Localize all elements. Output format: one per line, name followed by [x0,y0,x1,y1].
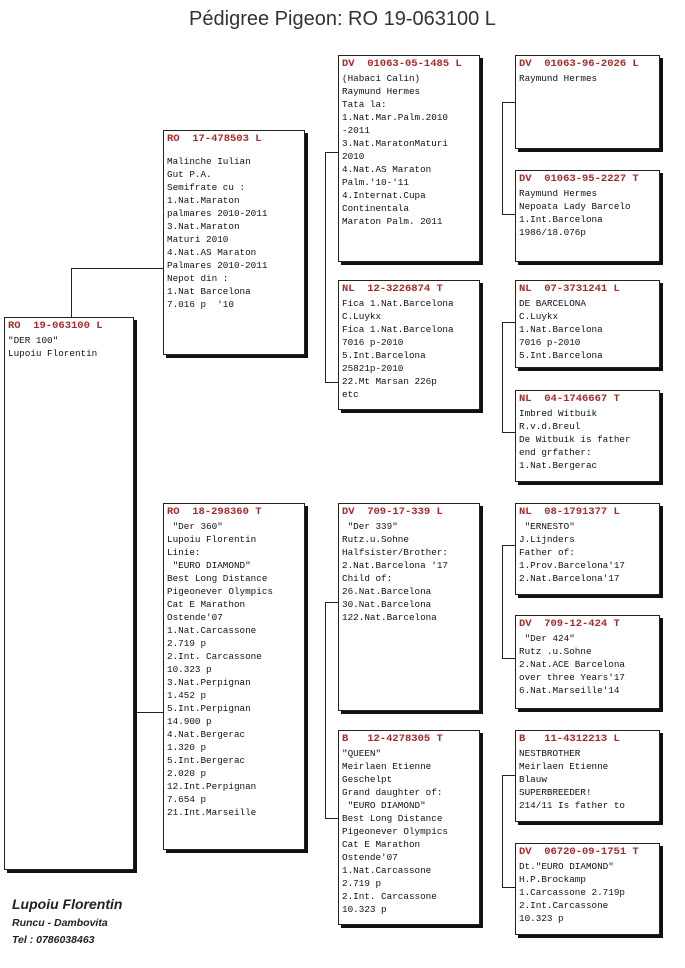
card-line: Maraton Palm. 2011 [342,216,443,227]
ring-number: NL 04-1746667 T [519,393,620,405]
card-line: 10.323 p [342,904,387,915]
card-line: Palm.'10-'11 [342,177,409,188]
card-line: "EURO DIAMOND" [342,800,426,811]
card-line: Maturi 2010 [167,234,229,245]
ring-number: DV 709-17-339 L [342,506,443,518]
card-line: 1.Nat.Carcassone [167,625,257,636]
great-grandparent-card [515,55,660,149]
ring-number: DV 01063-96-2026 L [519,58,639,70]
card-line: Father of: [519,547,575,558]
card-line: 1.Nat.Carcassone [342,865,432,876]
card-line: 21.Int.Marseille [167,807,257,818]
card-line: 30.Nat.Barcelona [342,599,432,610]
card-line: Ostende'07 [167,612,223,623]
card-line: Fica 1.Nat.Barcelona [342,324,454,335]
card-line: 5.Int.Barcelona [342,350,426,361]
card-line: "QUEEN" [342,748,382,759]
card-line: 1.Nat.Barcelona [519,324,603,335]
card-line: palmares 2010-2011 [167,208,268,219]
card-line: 2.Int.Carcassone [519,900,609,911]
card-line: Linie: [167,547,201,558]
card-line: 7016 p-2010 [342,337,404,348]
connector-line [325,152,326,382]
sire-dam-card [338,280,480,410]
card-line: Lupoiu Florentin [167,534,257,545]
card-line: 26.Nat.Barcelona [342,586,432,597]
card-line: R.v.d.Breul [519,421,581,432]
card-line: 22.Mt Marsan 226p [342,376,437,387]
card-line: Grand daughter of: [342,787,443,798]
card-line: 4.Nat.AS Maraton [342,164,432,175]
card-line: 214/11 Is father to [519,800,626,811]
card-line: De Witbuik is father [519,434,631,445]
card-line: 5.Int.Perpignan [167,703,251,714]
card-line: 1.Nat.Bergerac [519,460,598,471]
card-line: Rutz .u.Sohne [519,646,592,657]
card-line: 2.Nat.ACE Barcelona [519,659,626,670]
card-line: Raymund Hermes [342,86,421,97]
dam-sire-card [338,503,480,711]
connector-line [502,322,503,432]
card-line: 2.020 p [167,768,207,779]
card-line: 3.Nat.Perpignan [167,677,251,688]
card-line: end grfather: [519,447,592,458]
card-line: Raymund Hermes [519,188,598,199]
card-spacer [167,147,301,155]
card-line: Gut P.A. [167,169,212,180]
card-line: 1.Nat.Maraton [167,195,240,206]
breeder-location: Runcu - Dambovita [12,917,108,929]
connector-line [502,545,503,658]
card-line: J.Lijnders [519,534,575,545]
card-line: -2011 [342,125,370,136]
card-line: Fica 1.Nat.Barcelona [342,298,454,309]
ring-number: DV 01063-95-2227 T [519,173,639,185]
card-line: 12.Int.Perpignan [167,781,257,792]
card-line: 2.Int. Carcassone [167,651,262,662]
card-line: 4.Nat.AS Maraton [167,247,257,258]
dam-dam-card [338,730,480,925]
connector-line [325,602,326,818]
great-grandparent-card [515,390,660,482]
card-line: Child of: [342,573,393,584]
card-line: 2.719 p [342,878,382,889]
card-line: C.Luykx [342,311,382,322]
card-line: 3.Nat.Maraton [167,221,240,232]
card-line: NESTBROTHER [519,748,581,759]
ring-number: DV 01063-05-1485 L [342,58,462,70]
ring-number: RO 17-478503 L [167,133,262,145]
card-line: Semifrate cu : [167,182,246,193]
card-line: Nepot din : [167,273,229,284]
card-line: 6.Nat.Marseille'14 [519,685,620,696]
card-line: Halfsister/Brother: [342,547,449,558]
sire-sire-card [338,55,480,262]
card-line: 25821p-2010 [342,363,404,374]
card-line: Dt."EURO DIAMOND" [519,861,614,872]
breeder-info [12,896,122,946]
card-line: 1.452 p [167,690,207,701]
connector-line [71,268,165,269]
card-line: Best Long Distance [342,813,443,824]
card-line: Meirlaen Etienne [342,761,432,772]
card-line: Blauw [519,774,547,785]
breeder-name: Lupoiu Florentin [12,896,123,912]
page-title: Pédigree Pigeon: RO 19-063100 L [189,8,496,30]
card-line: 1.Carcassone 2.719p [519,887,626,898]
ring-number: RO 18-298360 T [167,506,262,518]
card-line: "Der 424" [519,633,575,644]
card-line: "DER 100" [8,335,59,346]
great-grandparent-card [515,843,660,935]
card-line: Rutz.u.Sohne [342,534,409,545]
great-grandparent-card [515,503,660,595]
card-line: etc [342,389,359,400]
card-line: 10.323 p [519,913,564,924]
card-line: over three Years'17 [519,672,626,683]
great-grandparent-card [515,170,660,262]
card-line: Nepoata Lady Barcelo [519,201,631,212]
card-line: Raymund Hermes [519,73,598,84]
card-line: SUPERBREEDER! [519,787,592,798]
card-line: 4.Internat.Cupa [342,190,426,201]
card-line: Tata la: [342,99,387,110]
card-line: Imbred Witbuik [519,408,598,419]
card-line: 7.016 p '10 [167,299,234,310]
great-grandparent-card [515,280,660,368]
card-line: 1.Int.Barcelona [519,214,603,225]
card-line: Continentala [342,203,409,214]
card-line: "ERNESTO" [519,521,575,532]
card-line: 10.323 p [167,664,212,675]
great-grandparent-card [515,730,660,822]
ring-number: DV 709-12-424 T [519,618,620,630]
card-line: 1.Nat.Mar.Palm.2010 [342,112,449,123]
card-line: "Der 360" [167,521,223,532]
card-line: 1.320 p [167,742,207,753]
card-line: Pigeonever Olympics [167,586,274,597]
card-line: Malinche Iulian [167,156,251,167]
card-line: Pigeonever Olympics [342,826,449,837]
card-line: Lupoiu Florentin [8,348,98,359]
card-line: 2.Nat.Barcelona'17 [519,573,620,584]
card-line: 1986/18.076p [519,227,586,238]
card-line: Ostende'07 [342,852,398,863]
card-line: Meirlaen Etienne [519,761,609,772]
card-line: 3.Nat.MaratonMaturi [342,138,449,149]
card-line: 122.Nat.Barcelona [342,612,437,623]
breeder-phone: Tel : 0786038463 [12,934,95,946]
card-line: "Der 339" [342,521,398,532]
card-line: 7016 p-2010 [519,337,581,348]
ring-number: DV 06720-09-1751 T [519,846,639,858]
card-line: Geschelpt [342,774,393,785]
card-line: "EURO DIAMOND" [167,560,251,571]
subject-card [4,317,134,870]
card-line: 14.900 p [167,716,212,727]
ring-number: NL 07-3731241 L [519,283,620,295]
dam-card [163,503,305,850]
card-line: 1.Prov.Barcelona'17 [519,560,626,571]
card-line: 5.Int.Bergerac [167,755,246,766]
card-line: C.Luykx [519,311,559,322]
ring-number: NL 08-1791377 L [519,506,620,518]
card-line: 7.654 p [167,794,207,805]
card-line: Best Long Distance [167,573,268,584]
ring-number: B 12-4278305 T [342,733,443,745]
card-line: Cat E Marathon [342,839,421,850]
ring-number: RO 19-063100 L [8,320,103,332]
card-line: 2.719 p [167,638,207,649]
ring-number: NL 12-3226874 T [342,283,443,295]
sire-card [163,130,305,355]
great-grandparent-card [515,615,660,709]
card-line: H.P.Brockamp [519,874,586,885]
card-line: 4.Nat.Bergerac [167,729,246,740]
card-line: 2.Nat.Barcelona '17 [342,560,449,571]
card-line: 2.Int. Carcassone [342,891,437,902]
card-line: 2010 [342,151,365,162]
card-line: (Habaci Calin) [342,73,421,84]
card-line: 5.Int.Barcelona [519,350,603,361]
card-line: DE BARCELONA [519,298,586,309]
card-line: Cat E Marathon [167,599,246,610]
connector-line [502,102,503,214]
connector-line [502,775,503,887]
card-line: Palmares 2010-2011 [167,260,268,271]
ring-number: B 11-4312213 L [519,733,620,745]
card-line: 1.Nat Barcelona [167,286,251,297]
